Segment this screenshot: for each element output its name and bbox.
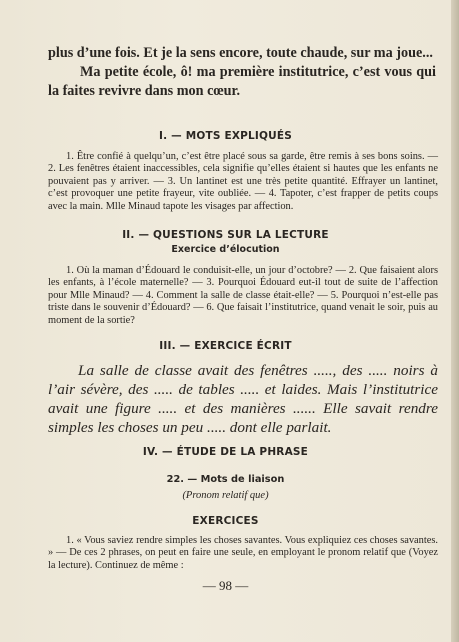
section-heading-exercice-ecrit: III. — EXERCICE ÉCRIT <box>159 340 292 352</box>
exercice-ecrit-paragraph: La salle de classe avait des fenêtres ....., des ..... noirs à l’air sévère, des ..... de tables ..... et laides. Mais l’institutrice avait une figure ..... et des manières ...... Elle savait rendre simples les choses un peu ..... dont elle parlait. <box>48 362 438 436</box>
section-subheading-elocution: Exercice d’élocution <box>171 244 280 255</box>
page-number: — 98 — <box>202 578 249 593</box>
exercice-ecrit-text <box>48 361 438 437</box>
lesson-title: 22. — Mots de liaison <box>166 474 285 485</box>
page-edge <box>451 0 459 642</box>
section-heading-questions: II. — QUESTIONS SUR LA LECTURE <box>122 229 329 241</box>
exercise-1-paragraph: 1. « Vous saviez rendre simples les choses savantes. Vous expliquiez ces choses savantes. » — De ces 2 phrases, on peut en faire une seule, en employant le pronom relatif que (Voyez la lecture). Continuez de même : <box>48 535 438 571</box>
lesson-subtitle: (Pronom relatif que) <box>182 490 269 501</box>
reading-text <box>48 44 436 101</box>
reading-line-1: plus d’une fois. Et je la sens encore, toute chaude, sur ma joue... <box>48 45 433 61</box>
exercise-1-text <box>48 535 438 572</box>
questions-paragraph: 1. Où la maman d’Édouard le conduisit-elle, un jour d’octobre? — 2. Que faisaient alors les enfants, à l’école maternelle? — 3. Pourquoi Édouard eut-il tout de suite de l’affection pour Mlle Minaud? — 4. Comment la salle de classe était-elle? — 5. Pourquoi n’est-elle pas triste dans le souvenir d’Édouard? — 6. Que faisait l’institutrice, quand venait le soir, puis au moment de la sortie? <box>48 265 438 326</box>
exercises-heading: EXERCICES <box>192 515 259 527</box>
mots-expliques-paragraph: 1. Être confié à quelqu’un, c’est être placé sous sa garde, être remis à ses bons soins. — 2. Les fenêtres étaient inaccessibles, cela signifie qu’elles étaient si hautes que les enfants ne pouvaient pas y arriver. — 3. Un lantinet est une très petite quantité. Effrayer un lantinet, c’est provoquer une petite frayeur, vite oubliée. — 4. Tapoter, c’est frapper de petits coups avec la main. Mlle Minaud tapote les visages par affection. <box>48 151 438 212</box>
questions-text <box>48 265 438 327</box>
section-heading-etude-phrase: IV. — ÉTUDE DE LA PHRASE <box>142 446 309 458</box>
section-heading-mots-expliques: I. — MOTS EXPLIQUÉS <box>158 130 292 142</box>
reading-line-2: Ma petite école, ô! ma première institutrice, c’est vous qui la faites revivre dans mon cœur. <box>48 64 436 99</box>
mots-expliques-text <box>48 151 438 213</box>
